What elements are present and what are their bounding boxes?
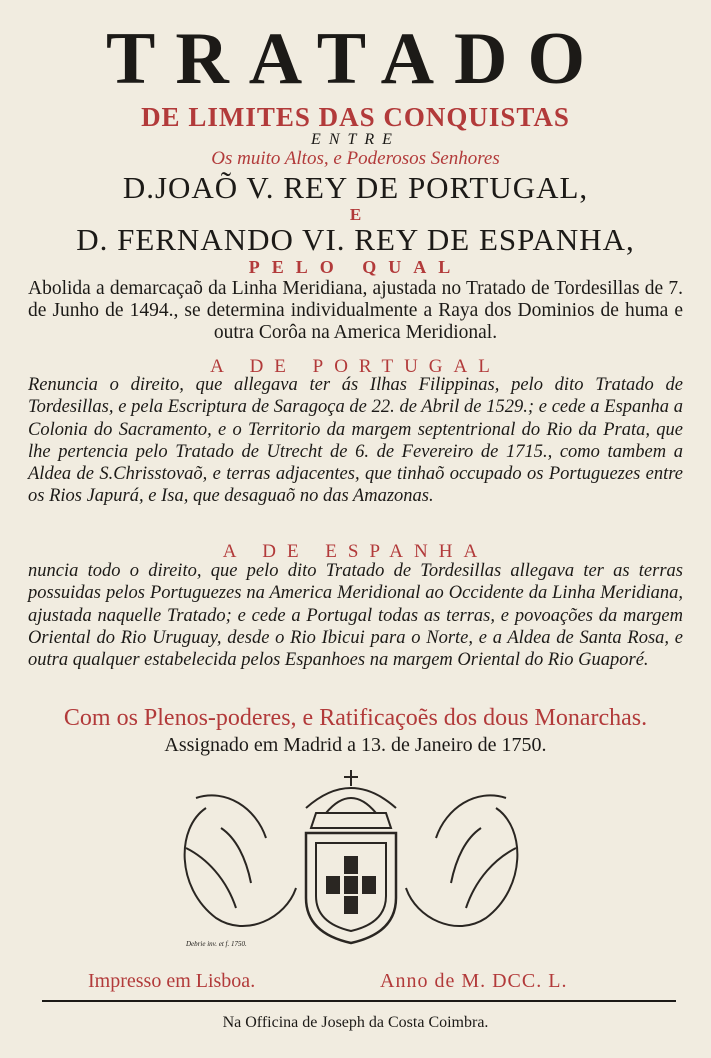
- printer-line: Na Officina de Joseph da Costa Coimbra.: [222, 1014, 489, 1031]
- king-portugal: D.JOAÕ V. REY DE PORTUGAL,: [122, 170, 589, 205]
- divider-rule: [42, 1000, 676, 1002]
- assignado-line: Assignado em Madrid a 13. de Janeiro de 1750.: [164, 734, 547, 756]
- paragraph-portugal: Renuncia o direito, que allegava ter ás Ilhas Filippinas, pelo dito Tratado de Tordesillas, e pela Escriptura de Saragoça de 22. de Abril de 1529.; e cede a Espanha a Colonia do Sacramento, e o Territorio da margem septentrional do Rio da Prata, que lhe pertencia pelo Tratado de Utrecht de 6. de Fevereiro de 1715., como tambem a Aldea de S.Chrisstovaõ, e terras adjacentes, que tinhaõ occupado os Portuguezes entre os Rios Japurá, e Isa, que desaguaõ no das Amazonas.: [28, 375, 683, 507]
- plenos-poderes-line: Com os Plenos-poderes, e Ratificaçoẽs dos dous Monarchas.: [63, 705, 648, 731]
- senhores-line: Os muito Altos, e Poderosos Senhores: [211, 148, 500, 169]
- paragraph-abolida: Abolida a demarcaçaõ da Linha Meridiana, ajustada no Tratado de Tordesillas de 7. de Junho de 1494., se determina individualmente a Raya dos Dominios de huma e outra Corôa na America Meridional.: [28, 278, 683, 343]
- engraver-credit: Debrie inv. et f. 1750.: [186, 940, 247, 948]
- entre-line: ENTRE: [311, 131, 400, 148]
- royal-coat-of-arms-emblem: [166, 768, 536, 950]
- page-title: TRATADO: [105, 18, 606, 100]
- subtitle: DE LIMITES DAS CONQUISTAS: [141, 102, 570, 132]
- imprint-place: Impresso em Lisboa.: [88, 970, 256, 992]
- conjunction: E: [349, 205, 362, 224]
- imprint-year: Anno de M. DCC. L.: [380, 970, 568, 992]
- paragraph-espanha: nuncia todo o direito, que pelo dito Tratado de Tordesillas allegava ter as terras possuidas pelos Portuguezes na America Meridional ao Occidente da Linha Meridiana, ajustada naquelle Tratado; e cede a Portugal todas as terras, e povoações da margem Oriental do Rio Uruguay, desde o Rio Ibicui para o Norte, e a Aldea de Santa Rosa, e outra qualquer estabelecida pelos Espanhoes na margem Oriental do Rio Guaporé.: [28, 561, 683, 671]
- heading-espanha: A DE ESPANHA: [222, 541, 489, 562]
- king-spain: D. FERNANDO VI. REY DE ESPANHA,: [76, 222, 635, 257]
- pelo-qual-heading: PELO QUAL: [248, 257, 463, 277]
- heading-portugal: A DE PORTUGAL: [210, 356, 501, 377]
